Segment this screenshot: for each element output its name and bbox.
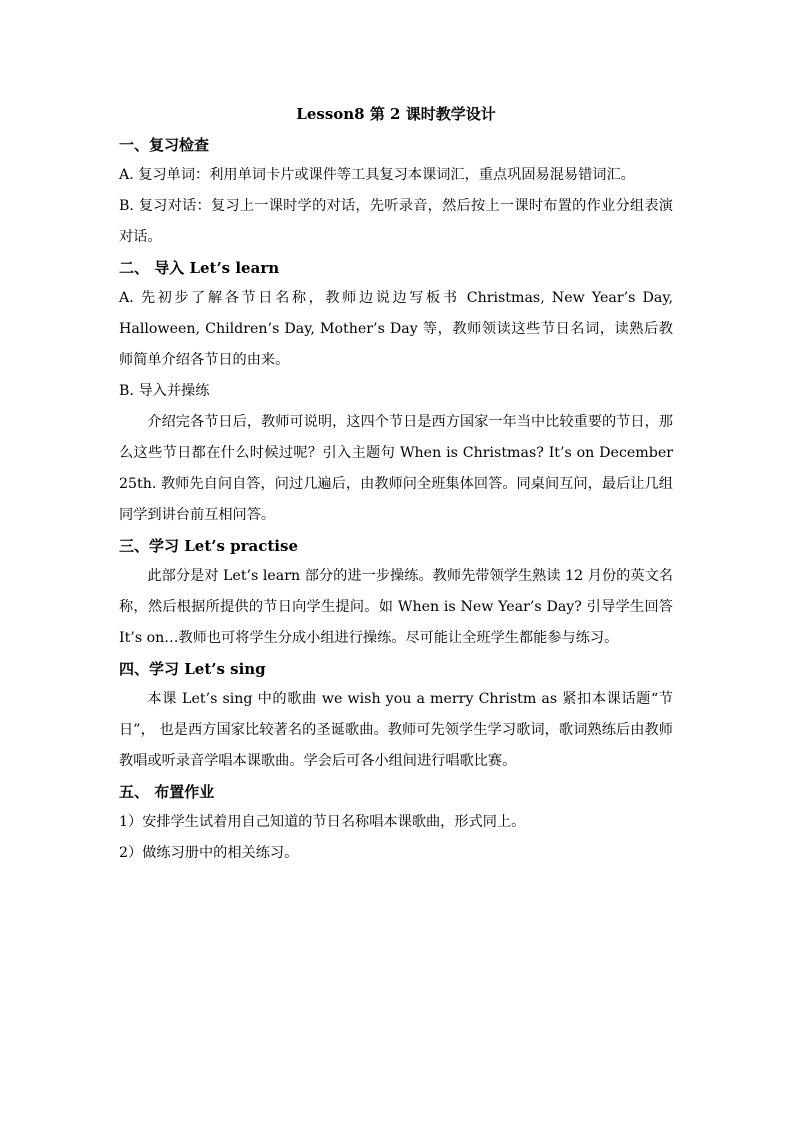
section-lets-practise (119, 531, 673, 654)
section-heading: 二、 导入 Let’s learn (119, 259, 280, 277)
section-heading: 三、学习 Let’s practise (119, 537, 298, 555)
paragraph: 此部分是对 Let’s learn 部分的进一步操练。教师先带领学生熟读 12 月份的英文名称，然后根据所提供的节日向学生提问。如 When is New Year’s Day? 引导学生回答 It’s on…教师也可将学生分成小组进行操练。尽可能让全班学生都能参与练习。 (119, 568, 673, 646)
section-homework (119, 777, 673, 869)
paragraph: 介绍完各节日后，教师可说明，这四个节日是西方国家一年当中比较重要的节日，那么这些节日都在什么时候过呢？引入主题句 When is Christmas? It’s on December 25th. 教师先自问自答，问过几遍后，由教师问全班集体回答。同桌间互问，最后让几组同学到讲台前互相问答。 (119, 414, 673, 523)
page-title: Lesson8 第 2 课时教学设计 (296, 105, 496, 123)
list-item: 1）安排学生试着用自己知道的节日名称唱本课歌曲，形式同上。 (119, 814, 526, 830)
paragraph: B. 复习对话：复习上一课时学的对话，先听录音，然后按上一课时布置的作业分组表演对话。 (119, 198, 673, 245)
section-heading: 一、复习检查 (119, 136, 210, 154)
section-heading: 五、 布置作业 (119, 783, 215, 801)
paragraph: A. 先初步了解各节日名称，教师边说边写板书 Christmas, New Year’s Day, Halloween, Children’s Day, Mother’s Day 等，教师领读这些节日名词，读熟后教师简单介绍各节日的由来。 (119, 290, 673, 368)
paragraph: B. 导入并操练 (119, 383, 210, 399)
section-heading: 四、学习 Let’s sing (119, 660, 266, 678)
paragraph: 本课 Let’s sing 中的歌曲 we wish you a merry Christm as 紧扣本课话题“节日”， 也是西方国家比较著名的圣诞歌曲。教师可先领学生学习歌词，歌词熟练后由教师教唱或听录音学唱本课歌曲。学会后可各小组间进行唱歌比赛。 (119, 691, 673, 769)
section-lets-sing (119, 654, 673, 777)
list-item: 2）做练习册中的相关练习。 (119, 845, 299, 861)
section-lets-learn (119, 253, 673, 531)
paragraph: A. 复习单词：利用单词卡片或课件等工具复习本课词汇，重点巩固易混易错词汇。 (119, 167, 635, 183)
section-review (119, 130, 673, 253)
